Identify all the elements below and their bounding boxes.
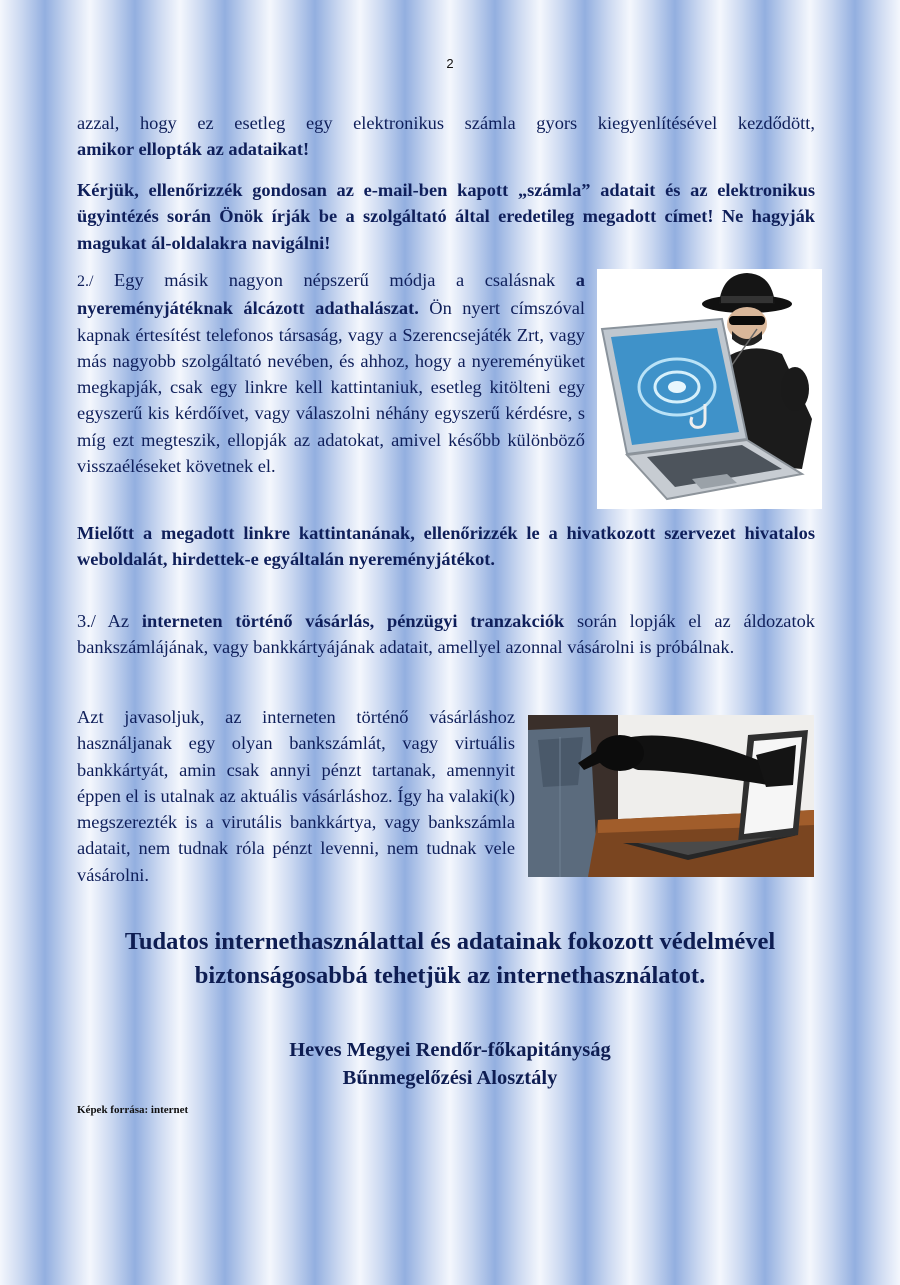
hacker-laptop-illustration [597, 269, 822, 509]
phishing-laptop-image [597, 269, 822, 509]
section-3-prefix: 3./ Az [77, 611, 142, 631]
signature-block [60, 1036, 840, 1092]
closing-line-2: biztonságosabbá tehetjük az internethasználatot. [194, 962, 706, 989]
section-2-text-a: Egy másik nagyon népszerű módja a csalásnak [93, 270, 576, 290]
closing-line-1: Tudatos internethasználattal és adatainak fokozott védelmével [124, 928, 776, 955]
online-theft-illustration [528, 715, 814, 877]
section-2-bold-text: a nyereményjátéknak álcázott adathalászat. [77, 270, 585, 319]
section-2-text-b: Ön nyert címszóval kapnak értesítést telefonos társaság, vagy a Szerencsejáték Zrt, vagy más nagyobb szolgáltató nevében, és ahhoz, hogy a nyereményüket megkapják, csak egy linkre kell kattintaniuk, esetleg kitölteni egy egyszerű kis kérdőívet, vagy válaszolni néhány egyszerű kérdésre, s míg ezt megteszik, ellopják az adatokat, amivel később különböző visszaéléseket követnek el. [77, 298, 585, 477]
image-credit: Képek forrása: internet [77, 1104, 189, 1116]
intro-line: azzal, hogy ez esetleg egy elektronikus számla gyors kiegyenlítésével kezdődött, [77, 113, 815, 133]
pickpocket-laptop-image [528, 715, 814, 877]
section-2-paragraph [77, 267, 585, 479]
section-3-bold-text: interneten történő vásárlás, pénzügyi tranzakciók [141, 611, 565, 631]
warning-paragraph-1: Kérjük, ellenőrizzék gondosan az e-mail-ben kapott „számla” adatait és az elektronikus ügyintézés során Önök írják be a szolgáltató által eredetileg megadott címet! Ne hagyják magukat ál-oldalakra navigálni! [77, 180, 815, 253]
advice-paragraph: Azt javasoljuk, az interneten történő vásárláshoz használjanak egy olyan bankszámlát, vagy virtuális bankkártyát, amin csak annyi pénzt tartanak, amennyit éppen el is utalnak az aktuális vásárláshoz. Így ha valaki(k) megszerezték is a virutális bankkártya, vagy bankszámla adatait, nem tudnak róla pénzt levenni, nem tudnak vele vásárolni. [77, 707, 515, 885]
closing-message [60, 925, 840, 993]
intro-paragraph [77, 110, 815, 163]
section-2-number: 2./ [77, 273, 94, 290]
intro-bold-line: amikor ellopták az adataikat! [77, 139, 310, 160]
section-3-suffix: során lopják el az áldozatok bankszámlájának, vagy bankkártyájának adatait, amellyel azonnal vásárolni is próbálnak. [77, 611, 815, 658]
page-number: 2 [446, 56, 454, 71]
signature-department: Bűnmegelőzési Alosztály [342, 1067, 558, 1089]
signature-organization: Heves Megyei Rendőr-főkapitányság [289, 1039, 611, 1061]
section-3-paragraph [77, 608, 815, 661]
warning-paragraph-2: Mielőtt a megadott linkre kattintanának, ellenőrizzék le a hivatkozott szervezet hivatalos weboldalát, hirdettek-e egyáltalán nyereményjátékot. [77, 523, 815, 570]
